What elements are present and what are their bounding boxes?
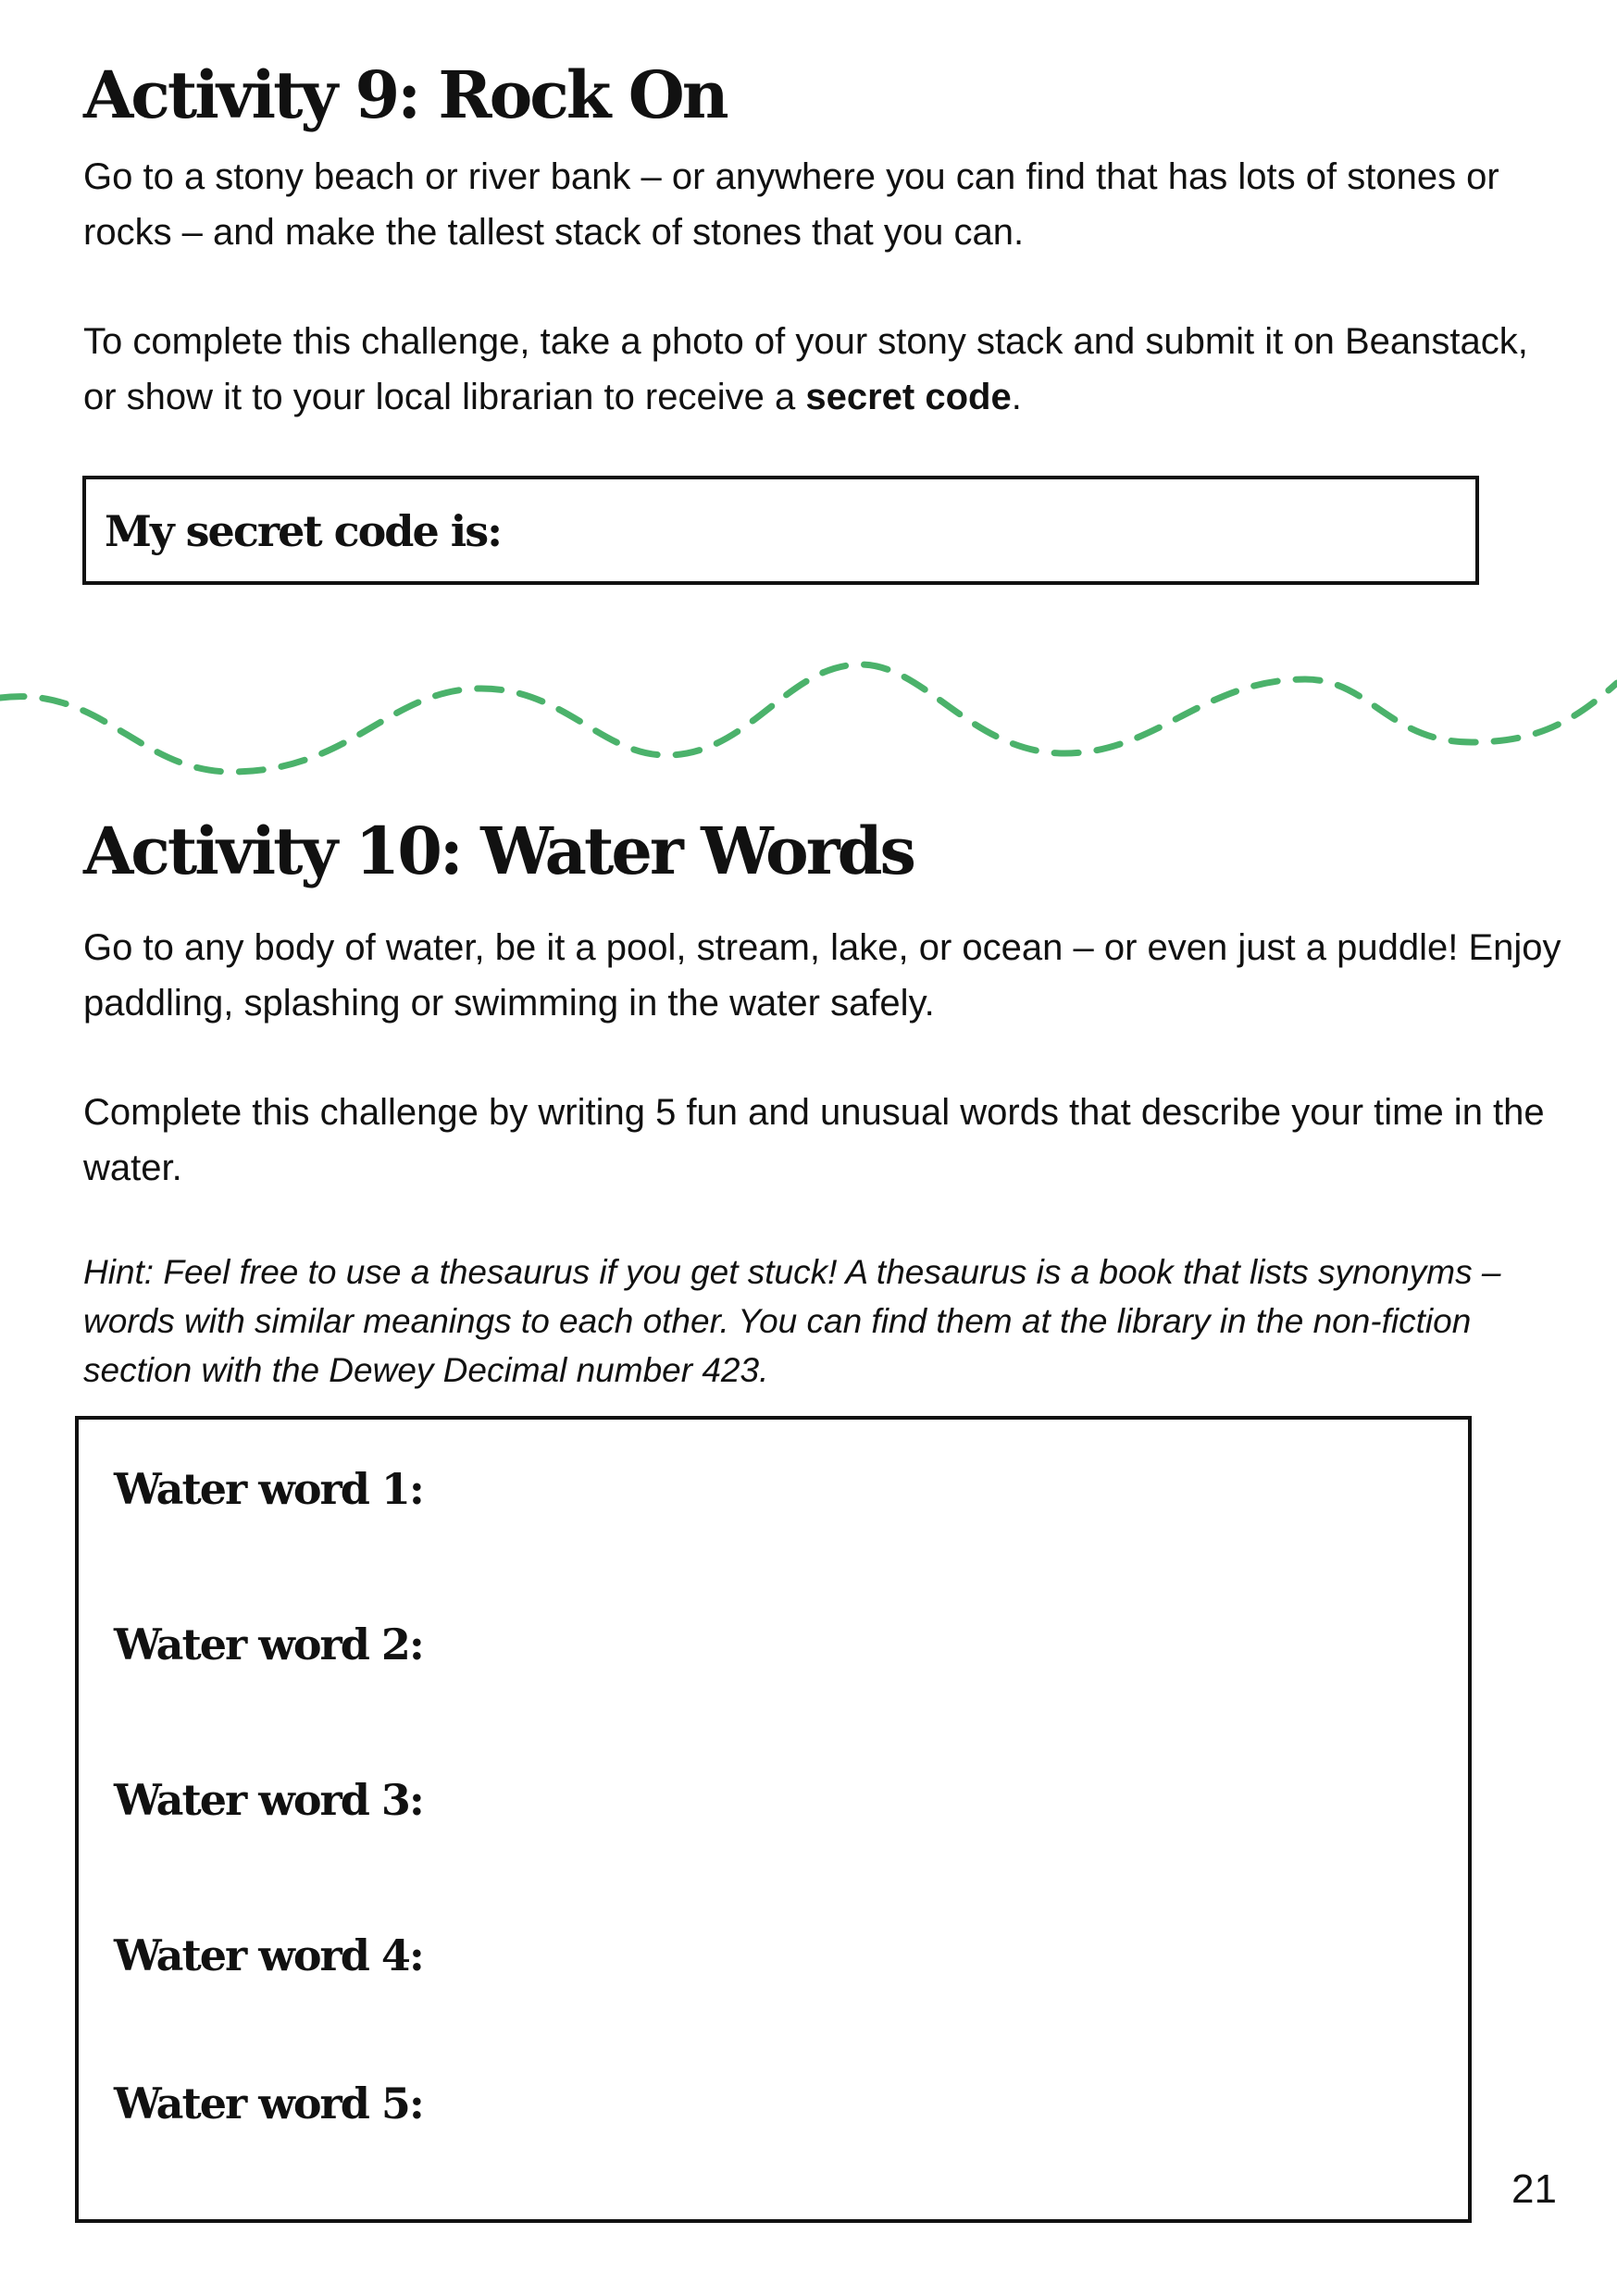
water-word-3-label: Water word 3: xyxy=(114,1775,423,1825)
secret-code-emphasis: secret code xyxy=(805,377,1012,417)
water-word-4-label: Water word 4: xyxy=(114,1930,423,1980)
activity-9-completion-text xyxy=(83,314,1564,425)
completion-text-end: . xyxy=(1011,377,1022,417)
activity-10-title: Activity 10: Water Words xyxy=(83,813,914,889)
wave-line xyxy=(0,664,1617,772)
water-word-1-label: Water word 1: xyxy=(114,1464,423,1514)
page-number: 21 xyxy=(1511,2166,1557,2212)
completion-text-start: To complete this challenge, take a photo of your stony stack and submit it on Beanstack, or show it to your local librarian to receive a xyxy=(83,321,1528,417)
secret-code-box[interactable] xyxy=(82,476,1479,585)
thesaurus-hint: Hint: Feel free to use a thesaurus if you get stuck! A thesaurus is a book that lists synonyms – words with similar meanings to each other. You can find them at the library in the non-fiction section with the Dewey Decimal number 423. xyxy=(83,1253,1501,1389)
activity-9-instructions: Go to a stony beach or river bank – or anywhere you can find that has lots of stones or rocks – and make the tallest stack of stones that you can. xyxy=(83,156,1499,253)
activity-10-completion-text: Complete this challenge by writing 5 fun and unusual words that describe your time in the water. xyxy=(83,1092,1545,1188)
activity-9-title: Activity 9: Rock On xyxy=(83,56,727,133)
secret-code-label: My secret code is: xyxy=(105,506,502,556)
activity-10-instructions: Go to any body of water, be it a pool, stream, lake, or ocean – or even just a puddle! Enjoy paddling, splashing or swimming in the water safely. xyxy=(83,927,1561,1024)
water-words-box[interactable] xyxy=(75,1416,1472,2223)
wavy-dashed-divider xyxy=(0,639,1617,787)
water-word-5-label: Water word 5: xyxy=(114,2079,423,2128)
water-word-2-label: Water word 2: xyxy=(114,1620,423,1669)
